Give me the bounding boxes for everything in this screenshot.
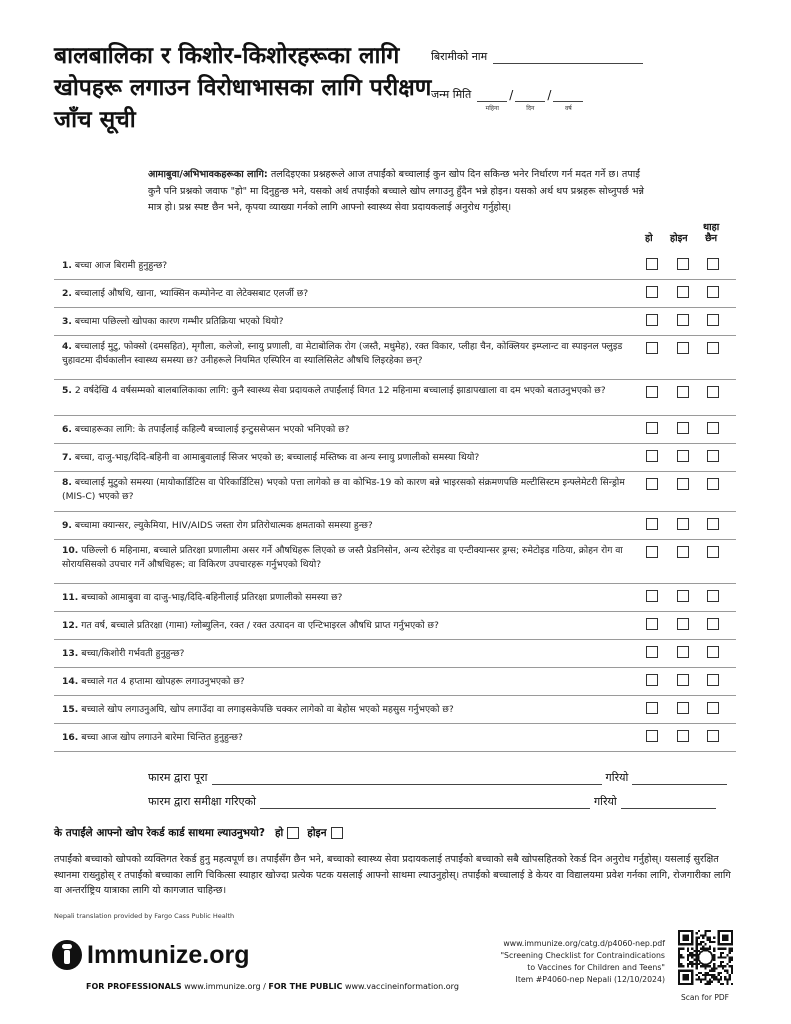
question-label: बच्चाको आमाबुवा वा दाजु-भाइ/दिदि-बहिनीलाई प्रतिरक्षा प्रणालीको समस्या छ?	[81, 592, 343, 603]
question-text	[62, 476, 627, 504]
column-yes: हो	[645, 233, 653, 244]
yes-checkbox[interactable]	[646, 478, 658, 490]
no-checkbox[interactable]	[677, 478, 689, 490]
question-label: गत वर्ष, बच्चाले प्रतिरक्षा (गामा) ग्लोब्युलिन, रक्त / रक्त उत्पादन वा एन्टिभाइरल औषधि प्राप्त गर्नुभएको छ?	[81, 620, 439, 631]
dob-month-field[interactable]	[477, 90, 507, 112]
unknown-checkbox[interactable]	[707, 258, 719, 270]
unknown-checkbox[interactable]	[707, 674, 719, 686]
unknown-checkbox[interactable]	[707, 730, 719, 742]
question-row	[54, 444, 736, 472]
question-text	[62, 259, 627, 273]
question-row	[54, 668, 736, 696]
yes-checkbox[interactable]	[646, 590, 658, 602]
question-label: बच्चाले गत 4 हप्तामा खोपहरू लगाउनुभएको छ?	[81, 676, 245, 687]
question-number: 16.	[62, 732, 79, 743]
question-text	[62, 287, 627, 301]
unknown-checkbox[interactable]	[707, 286, 719, 298]
public-link[interactable]: www.vaccineinformation.org	[344, 982, 459, 991]
question-number: 4.	[62, 341, 72, 352]
no-checkbox[interactable]	[677, 258, 689, 270]
question-row	[54, 308, 736, 336]
no-checkbox[interactable]	[677, 314, 689, 326]
no-checkbox[interactable]	[677, 422, 689, 434]
no-checkbox[interactable]	[677, 646, 689, 658]
question-text	[62, 519, 627, 533]
question-number: 9.	[62, 520, 72, 531]
unknown-checkbox[interactable]	[707, 342, 719, 354]
dob-fields	[477, 88, 583, 112]
unknown-checkbox[interactable]	[707, 386, 719, 398]
question-row	[54, 540, 736, 584]
pro-label: FOR PROFESSIONALS	[86, 982, 182, 991]
question-number: 7.	[62, 452, 72, 463]
no-checkbox[interactable]	[677, 518, 689, 530]
question-row	[54, 416, 736, 444]
question-row	[54, 472, 736, 512]
completed-by-label: फारम द्वारा पूरा	[148, 771, 208, 784]
no-checkbox[interactable]	[677, 702, 689, 714]
record-card-question: के तपाईंले आफ्नो खोप रेकर्ड कार्ड साथमा ल्याउनुभयो?	[54, 827, 265, 839]
question-text	[62, 647, 627, 661]
question-row	[54, 380, 736, 416]
question-number: 3.	[62, 316, 72, 327]
no-checkbox[interactable]	[677, 618, 689, 630]
question-number: 13.	[62, 648, 79, 659]
dob-month-label: महिना	[485, 105, 499, 112]
unknown-checkbox[interactable]	[707, 646, 719, 658]
question-label: बच्चामा क्यान्सर, ल्युकेमिया, HIV/AIDS जस्ता रोग प्रतिरोधात्मक क्षमताको समस्या हुन्छ?	[74, 520, 373, 531]
question-row	[54, 252, 736, 280]
immunize-logo-text: Immunize.org	[87, 940, 250, 969]
question-row	[54, 584, 736, 612]
unknown-checkbox[interactable]	[707, 518, 719, 530]
reviewed-by-field[interactable]	[260, 799, 590, 809]
pub-title-line2: to Vaccines for Children and Teens"	[527, 963, 665, 972]
question-text	[62, 591, 627, 605]
question-row	[54, 724, 736, 752]
dob-label: जन्म मिति	[431, 88, 472, 101]
question-label: बच्चाहरूका लागि: के तपाईंलाई कहिल्यै बच्चालाई इन्टुससेप्सन भएको भनिएको छ?	[74, 424, 350, 435]
no-checkbox[interactable]	[677, 674, 689, 686]
question-row	[54, 640, 736, 668]
question-label: बच्चाले खोप लगाउनुअघि, खोप लगाउँदा वा लगाइसकेपछि चक्कर लागेको वा बेहोस भएको महसुस गर्नुभएको छ?	[81, 704, 454, 715]
question-label: बच्चा आज खोप लगाउने बारेमा चिन्तित हुनुहुन्छ?	[81, 732, 243, 743]
patient-name-row	[431, 44, 761, 64]
intro-paragraph	[148, 167, 648, 217]
public-label: FOR THE PUBLIC	[268, 982, 343, 991]
pro-link[interactable]: www.immunize.org	[184, 982, 261, 991]
question-number: 6.	[62, 424, 72, 435]
question-number: 10.	[62, 545, 79, 556]
qr-label: Scan for PDF	[681, 993, 729, 1002]
question-number: 2.	[62, 288, 72, 299]
unknown-checkbox[interactable]	[707, 618, 719, 630]
yes-checkbox[interactable]	[646, 702, 658, 714]
patient-name-label: बिरामीको नाम	[431, 50, 488, 63]
column-unknown	[703, 222, 719, 244]
dob-day-label: दिन	[526, 105, 535, 112]
unknown-checkbox[interactable]	[707, 590, 719, 602]
question-text	[62, 544, 627, 572]
completed-by-row	[148, 770, 727, 785]
link-separator: /	[263, 982, 266, 991]
question-number: 8.	[62, 477, 72, 488]
unknown-checkbox[interactable]	[707, 546, 719, 558]
question-row	[54, 512, 736, 540]
footer-links	[86, 982, 459, 991]
column-unknown-line2: छैन	[705, 233, 718, 244]
column-no: होइन	[670, 233, 688, 244]
question-label: बच्चालाई औषधि, खाना, भ्याक्सिन कम्पोनेन्ट वा लेटेक्सबाट एलर्जी छ?	[74, 288, 309, 299]
intro-lead: आमाबुवा/अभिभावकहरूका लागि:	[148, 169, 268, 180]
patient-name-field[interactable]	[493, 52, 643, 64]
yes-checkbox[interactable]	[646, 618, 658, 630]
yes-checkbox[interactable]	[646, 646, 658, 658]
question-text	[62, 384, 627, 398]
question-label: बच्चालाई मुटु, फोक्सो (दमसहित), मृगौला, कलेजो, स्नायु प्रणाली, वा मेटाबोलिक रोग (जस्तै, मधुमेह), रक्त विकार, प्लीहा चैन, कोक्लियर इम्प्लान्ट वा स्पाइनल फ्लुइड चुहावटमा दीर्घकालीन स्वास्थ्य समस्या छ? उनीहरूले नियमित एस्पिरिन वा स्यालिसिलेट औषधि लिइरहेका छन्?	[62, 341, 623, 366]
question-label: बच्चा, दाजु-भाइ/दिदि-बहिनी वा आमाबुवालाई सिजर भएको छ; बच्चालाई मस्तिष्क वा अन्य स्नायु प्रणालीको समस्या थियो?	[74, 452, 480, 463]
publication-info	[405, 938, 665, 986]
dob-slash: /	[509, 88, 514, 102]
record-card-answers	[275, 826, 351, 840]
completed-by-field[interactable]	[212, 775, 602, 785]
question-text	[62, 451, 627, 465]
pub-item-number: Item #P4060-nep Nepali (12/10/2024)	[515, 975, 665, 984]
dob-day-field[interactable]	[515, 90, 545, 112]
unknown-checkbox[interactable]	[707, 422, 719, 434]
yes-checkbox[interactable]	[646, 342, 658, 354]
completed-date-field[interactable]	[632, 775, 727, 785]
immunize-logo-icon	[52, 940, 82, 970]
reviewed-by-row	[148, 794, 716, 809]
question-label: बच्चा आज बिरामी हुनुहुन्छ?	[74, 260, 168, 271]
question-number: 11.	[62, 592, 79, 603]
reviewed-by-suffix: गरियो	[593, 795, 617, 808]
question-row	[54, 612, 736, 640]
yes-checkbox[interactable]	[646, 286, 658, 298]
completed-by-suffix: गरियो	[605, 771, 629, 784]
dob-row	[431, 82, 761, 112]
unknown-checkbox[interactable]	[707, 702, 719, 714]
question-number: 14.	[62, 676, 79, 687]
yes-checkbox[interactable]	[646, 518, 658, 530]
unknown-checkbox[interactable]	[707, 450, 719, 462]
column-unknown-line1: थाहा	[703, 222, 720, 233]
question-number: 5.	[62, 385, 72, 396]
question-label: 2 वर्षदेखि 4 वर्षसम्मको बालबालिकाका लागि: कुनै स्वास्थ्य सेवा प्रदायकले तपाईंलाई विगत 12 महिनामा बच्चालाई झाडापखाला वा दम भएको बताउनुभएको छ?	[74, 385, 606, 396]
yes-checkbox[interactable]	[646, 546, 658, 558]
question-row	[54, 696, 736, 724]
pub-title-line1: "Screening Checklist for Contraindications	[500, 951, 665, 960]
no-checkbox[interactable]	[677, 730, 689, 742]
question-label: बच्चा/किशोरी गर्भवती हुनुहुन्छ?	[81, 648, 185, 659]
question-text	[62, 619, 627, 633]
question-text	[62, 423, 627, 437]
question-text	[62, 340, 627, 368]
dob-slash: /	[547, 88, 552, 102]
qr-code-icon[interactable]	[678, 930, 733, 985]
question-label: बच्चालाई मुटुको समस्या (मायोकार्डिटिस वा पेरिकार्डिटिस) भएको पत्ता लागेको छ वा कोभिड-19 को कारण बन्ने भाइरसको संक्रमणपछि मल्टीसिस्टम इन्फ्लेमेटरी सिन्ड्रोम (MIS-C) भएको छ?	[62, 477, 625, 502]
record-note: तपाईंको बच्चाको खोपको व्यक्तिगत रेकर्ड हुनु महत्वपूर्ण छ। तपाईंसँग छैन भने, बच्चाको स्वास्थ्य सेवा प्रदायकलाई तपाईंको बच्चाको सबै खोपसहितको रेकर्ड दिन अनुरोध गर्नुहोस्। यसलाई सुरक्षित स्थानमा राख्नुहोस् र तपाईंको बच्चाका लागि चिकित्सा स्याहार खोज्दा प्रत्येक पटक यसलाई आफ्नो साथमा ल्याउनुहोस्। तपाईंको बच्चालाई डे केयर वा विद्यालयमा प्रवेश गर्नका लागि, रोजगारीका लागि वा अन्तर्राष्ट्रिय यात्राका लागि यो कागजात चाहिन्छ।	[54, 854, 731, 896]
reviewed-date-field[interactable]	[621, 799, 716, 809]
unknown-checkbox[interactable]	[707, 478, 719, 490]
yes-checkbox[interactable]	[646, 258, 658, 270]
question-row	[54, 336, 736, 380]
question-number: 1.	[62, 260, 72, 271]
question-row	[54, 280, 736, 308]
page-title: बालबालिका र किशोर-किशोरहरूका लागि खोपहरू लगाउन विरोधाभासका लागि परीक्षण जाँच सूची	[54, 43, 432, 133]
record-card-yes-label: हो	[274, 827, 284, 839]
no-checkbox[interactable]	[677, 286, 689, 298]
record-card-yes-checkbox[interactable]	[287, 827, 299, 839]
reviewed-by-label: फारम द्वारा समीक्षा गरिएको	[148, 795, 256, 808]
question-number: 12.	[62, 620, 79, 631]
yes-checkbox[interactable]	[646, 314, 658, 326]
question-text	[62, 703, 627, 717]
yes-checkbox[interactable]	[646, 422, 658, 434]
question-text	[62, 731, 627, 745]
no-checkbox[interactable]	[677, 342, 689, 354]
record-card-no-checkbox[interactable]	[331, 827, 343, 839]
record-card-no-label: होइन	[307, 827, 327, 839]
question-label: बच्चामा पछिल्लो खोपका कारण गम्भीर प्रतिक्रिया भएको थियो?	[74, 316, 284, 327]
yes-checkbox[interactable]	[646, 730, 658, 742]
pub-url[interactable]: www.immunize.org/catg.d/p4060-nep.pdf	[503, 939, 665, 948]
question-label: पछिल्लो 6 महिनामा, बच्चाले प्रतिरक्षा प्रणालीमा असर गर्ने औषधिहरू लिएको छ जस्तै प्रेडनिसोन, अन्य स्टेरोइड वा एन्टीक्यान्सर ड्रग्स; रुमेटोइड गठिया, क्रोहन रोग वा सोरायसिसको उपचार गर्ने औषधिहरू; वा विकिरण उपचारहरू गर्नुभएको थियो?	[62, 545, 623, 570]
unknown-checkbox[interactable]	[707, 314, 719, 326]
record-card-question-row	[54, 826, 351, 840]
question-text	[62, 675, 627, 689]
translation-credit: Nepali translation provided by Fargo Cass Public Health	[54, 912, 235, 920]
no-checkbox[interactable]	[677, 546, 689, 558]
no-checkbox[interactable]	[677, 386, 689, 398]
dob-year-field[interactable]	[553, 90, 583, 112]
patient-fields	[431, 44, 761, 120]
question-text	[62, 315, 627, 329]
no-checkbox[interactable]	[677, 590, 689, 602]
dob-year-label: वर्ष	[564, 105, 572, 112]
yes-checkbox[interactable]	[646, 386, 658, 398]
intro-body: तलदिइएका प्रश्नहरूले आज तपाईंको बच्चालाई कुन खोप दिन सकिन्छ भनेर निर्धारण गर्न मदत गर्ने छ। तपाईं कुनै पनि प्रश्नको जवाफ "हो" मा दिनुहुन्छ भने, यसको अर्थ तपाईंको बच्चाले खोप लगाउनु हुँदैन भन्ने होइन। यसको अर्थ थप प्रश्नहरू सोध्नुपर्छ भन्ने मात्र हो। प्रश्न स्पष्ट छैन भने, कृपया व्याख्या गर्नको लागि आफ्नो स्वास्थ्य सेवा प्रदायकलाई अनुरोध गर्नुहोस्।	[148, 169, 644, 213]
immunize-logo	[52, 940, 250, 970]
yes-checkbox[interactable]	[646, 450, 658, 462]
yes-checkbox[interactable]	[646, 674, 658, 686]
no-checkbox[interactable]	[677, 450, 689, 462]
question-number: 15.	[62, 704, 79, 715]
